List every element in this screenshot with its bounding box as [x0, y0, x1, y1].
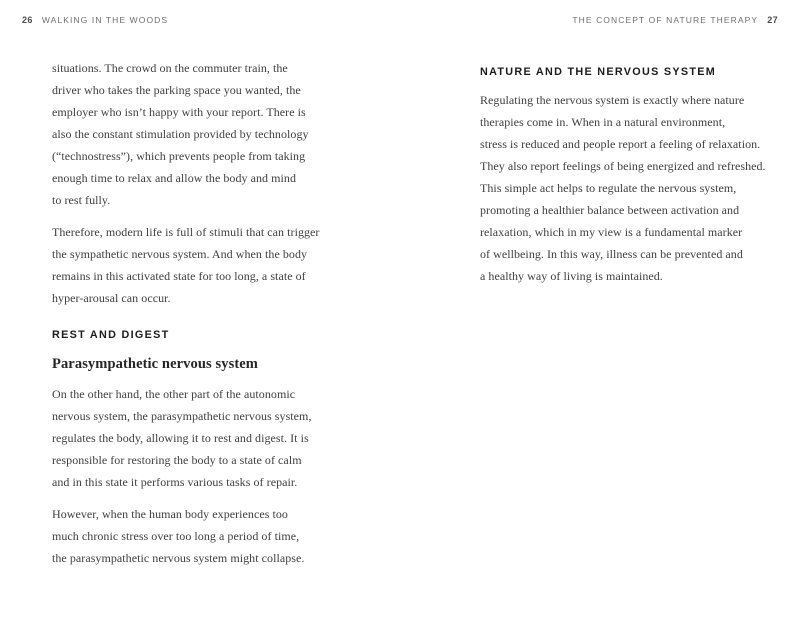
page-number-right: 27 — [767, 15, 778, 25]
paragraph-therefore: Therefore, modern life is full of stimuli that can trigger the sympathetic nervous system. And when the body remains in this activated state for too long, a state of hyper-arousal can occur. — [52, 225, 320, 305]
paragraph-however: However, when the human body experiences too much chronic stress over too long a period of time, the parasympathetic nervous system might collapse. — [52, 507, 305, 565]
page-number-left: 26 — [22, 15, 33, 25]
paragraph-situations: situations. The crowd on the commuter train, the driver who takes the parking space you wanted, the employer who isn’t happy with your report. There is also the constant stimulation provided by technology (“technostress”), which prevents people from taking enough time to relax and allow the body and mind to rest fully. — [52, 61, 309, 207]
running-head-right-title: THE CONCEPT OF NATURE THERAPY — [572, 15, 759, 25]
running-head — [22, 15, 778, 26]
running-head-left-title: WALKING IN THE WOODS — [41, 15, 169, 25]
right-page-column — [480, 65, 800, 297]
subsection-heading-parasympathetic-nervous-system: Parasympathetic nervous system — [52, 356, 258, 372]
section-heading-nature-and-nervous-system: NATURE AND THE NERVOUS SYSTEM — [480, 66, 717, 78]
running-head-right — [572, 15, 778, 26]
section-heading-rest-and-digest: REST AND DIGEST — [52, 329, 170, 341]
running-head-left — [22, 15, 168, 26]
left-page-column — [52, 57, 382, 579]
paragraph-regulating: Regulating the nervous system is exactly where nature therapies come in. When in a natural environment, stress is reduced and people report a feeling of relaxation. They also report feelings of being energized and refreshed. This simple act helps to regulate the nervous system, promoting a healthier balance between activation and relaxation, which in my view is a fundamental marker of wellbeing. In this way, illness can be prevented and a healthy way of living is maintained. — [480, 93, 766, 283]
paragraph-on-the-other-hand: On the other hand, the other part of the autonomic nervous system, the parasympathetic nervous system, regulates the body, allowing it to rest and digest. It is responsible for restoring the body to a state of calm and in this state it performs various tasks of repair. — [52, 387, 312, 489]
